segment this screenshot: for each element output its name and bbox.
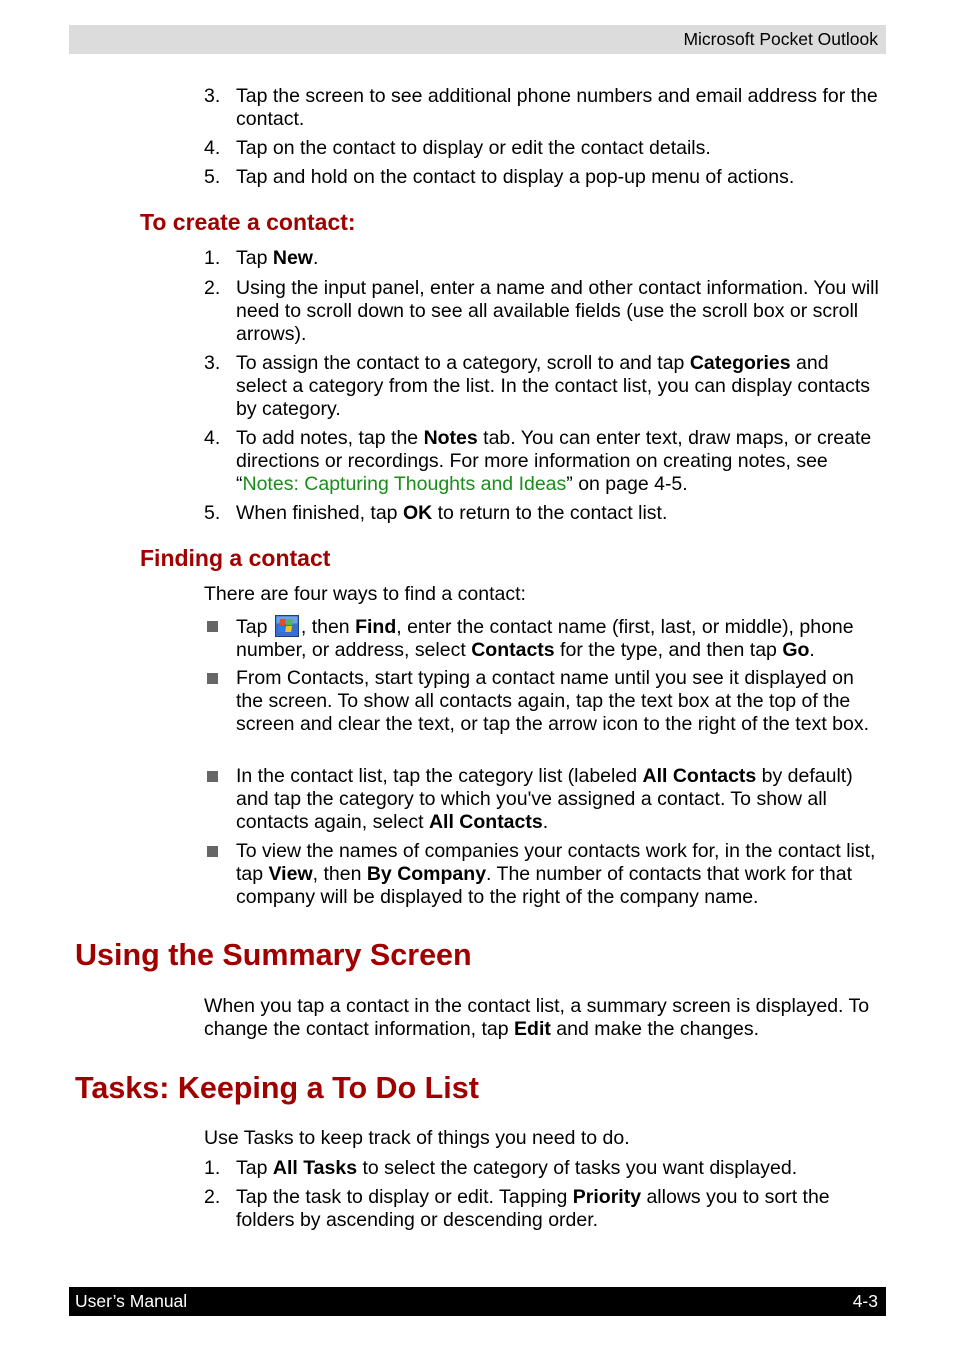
step-number: 4. — [204, 427, 221, 449]
paragraph: Use Tasks to keep track of things you need to do. — [204, 1127, 630, 1149]
step-text: Tap the screen to see additional phone numbers and email address for the contact. — [236, 85, 878, 130]
ui-term: Notes — [423, 427, 478, 449]
step-text: To assign the contact to a category, scroll to and tap Categories and select a category from the list. In the contact list, you can display contacts by category. — [236, 352, 871, 420]
step-number: 5. — [204, 166, 221, 188]
paragraph: There are four ways to find a contact: — [204, 583, 526, 605]
page-header — [69, 25, 886, 54]
step-text: To add notes, tap the Notes tab. You can enter text, draw maps, or create directions or recordings. For more information on creating notes, see “Notes: Capturing Thoughts and Ideas” on page 4-5. — [236, 427, 872, 495]
step-number: 3. — [204, 352, 221, 374]
ui-term: OK — [402, 502, 433, 524]
step-text: When finished, tap OK to return to the contact list. — [236, 502, 668, 524]
step-number: 2. — [204, 277, 221, 299]
chapter-heading-tasks: Tasks: Keeping a To Do List — [75, 1071, 479, 1105]
cross-reference-link[interactable]: Notes: Capturing Thoughts and Ideas — [242, 473, 567, 495]
step-text: Tap on the contact to display or edit the contact details. — [236, 137, 711, 159]
header-title: Microsoft Pocket Outlook — [683, 29, 878, 49]
step-text: Using the input panel, enter a name and other contact information. You will need to scroll down to see all available fields (use the scroll box or scroll arrows). — [236, 277, 879, 345]
ui-term: Categories — [689, 352, 791, 374]
section-heading-create-contact: To create a contact: — [140, 209, 356, 235]
bullet-text: Tap , then Find, enter the contact name (first, last, or middle), phone number, or address, select Contacts for the type, and then tap Go. — [236, 616, 854, 661]
step-number: 4. — [204, 137, 221, 159]
step-number: 5. — [204, 502, 221, 524]
step-number: 1. — [204, 247, 221, 269]
section-heading-finding-contact: Finding a contact — [140, 545, 331, 571]
bullet-marker — [207, 673, 218, 684]
paragraph: When you tap a contact in the contact list, a summary screen is displayed. To change the contact information, tap Edit and make the changes. — [204, 995, 870, 1040]
page-footer — [69, 1287, 886, 1316]
bullet-text: From Contacts, start typing a contact name until you see it displayed on the screen. To show all contacts again, tap the text box at the top of the screen and clear the text, or tap the arrow icon to the right of the text box. — [236, 667, 870, 735]
step-text: Tap and hold on the contact to display a pop-up menu of actions. — [236, 166, 795, 188]
bullet-text: To view the names of companies your contacts work for, in the contact list, tap View, then By Company. The number of contacts that work for that company will be displayed to the right of the company name. — [236, 840, 876, 908]
step-text: Tap the task to display or edit. Tapping Priority allows you to sort the folders by ascending or descending order. — [236, 1186, 830, 1231]
bullet-text: In the contact list, tap the category list (labeled All Contacts by default) and tap the category to which you've assigned a contact. To show all contacts again, select All Contacts. — [236, 765, 853, 833]
windows-start-icon — [275, 615, 299, 637]
step-number: 1. — [204, 1157, 221, 1179]
footer-manual-title: User’s Manual — [75, 1291, 188, 1311]
page-number: 4-3 — [852, 1291, 878, 1311]
step-text: Tap New. — [236, 247, 319, 269]
chapter-heading-summary-screen: Using the Summary Screen — [75, 938, 472, 972]
bullet-marker — [207, 771, 218, 782]
ui-term: New — [272, 247, 313, 269]
bullet-marker — [207, 846, 218, 857]
step-text: Tap All Tasks to select the category of tasks you want displayed. — [236, 1157, 798, 1179]
bullet-marker — [207, 621, 218, 632]
step-number: 3. — [204, 85, 221, 107]
step-number: 2. — [204, 1186, 221, 1208]
